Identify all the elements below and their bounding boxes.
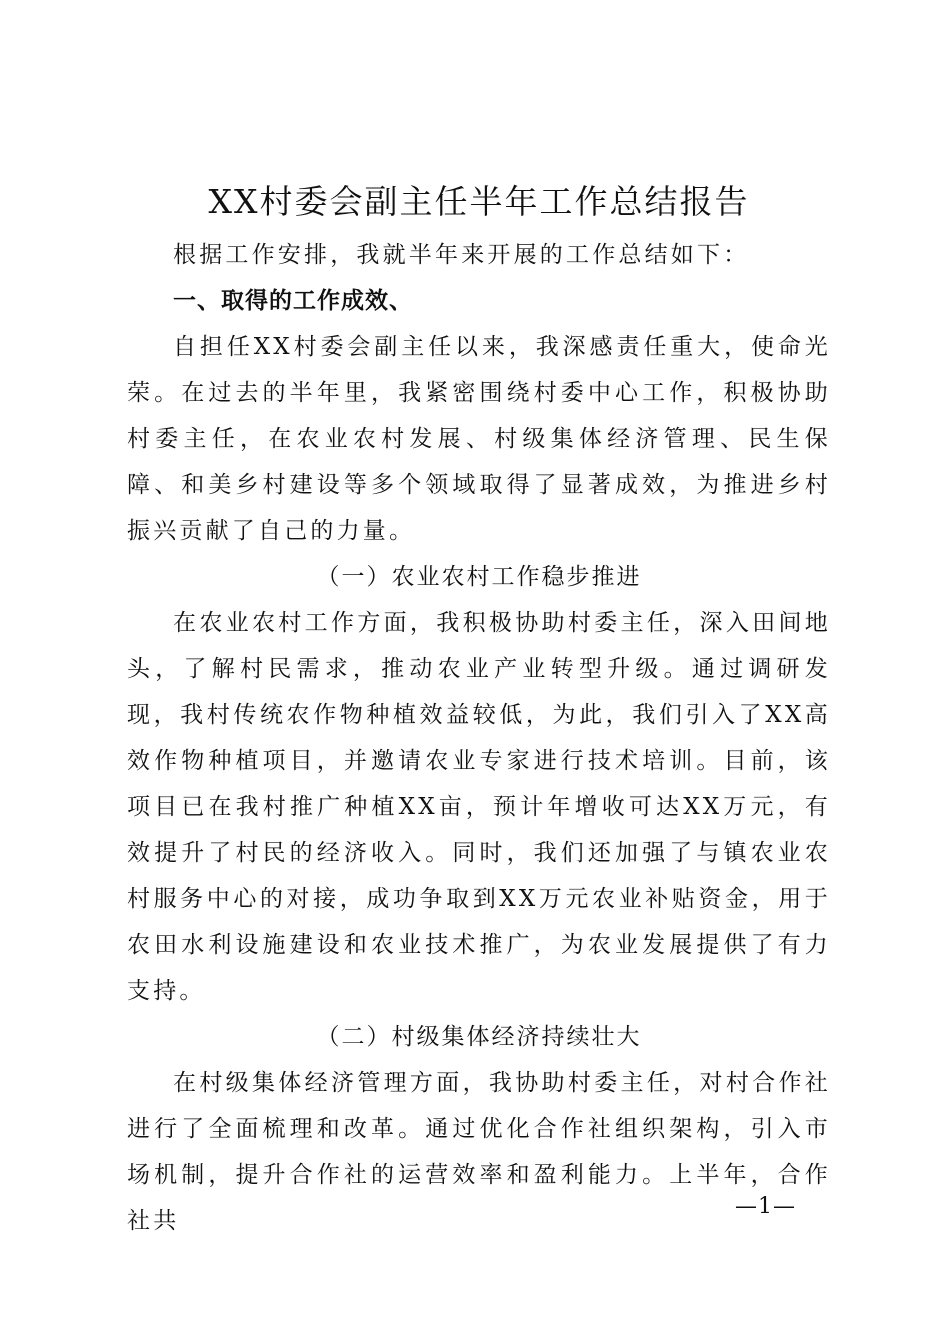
section-heading-achievements: 一、取得的工作成效、 bbox=[173, 288, 413, 314]
subsection-heading-collective-economy: （二）村级集体经济持续壮大 bbox=[316, 1024, 642, 1050]
subsection-paragraph-agriculture: 在农业农村工作方面，我积极协助村委主任，深入田间地头，了解村民需求，推动农业产业转型升级。通过调研发现，我村传统农作物种植效益较低，为此，我们引入了XX高效作物种植项目，并邀请农业专家进行技术培训。目前，该项目已在我村推广种植XX亩，预计年增收可达XX万元，有效提升了村民的经济收入。同时，我们还加强了与镇农业农村服务中心的对接，成功争取到XX万元农业补贴资金，用于农田水利设施建设和农业技术推广，为农业发展提供了有力支持。 bbox=[127, 610, 831, 1004]
subsection-heading-agriculture: （一）农业农村工作稳步推进 bbox=[316, 564, 642, 590]
intro-paragraph: 根据工作安排，我就半年来开展的工作总结如下： bbox=[173, 242, 750, 268]
document-title: XX村委会副主任半年工作总结报告 bbox=[208, 182, 750, 221]
page-number: —1— bbox=[735, 1194, 796, 1219]
subsection-paragraph-collective-economy: 在村级集体经济管理方面，我协助村委主任，对村合作社进行了全面梳理和改革。通过优化合作社组织架构，引入市场机制，提升合作社的运营效率和盈利能力。上半年，合作社共 bbox=[127, 1070, 831, 1234]
section-paragraph-achievements: 自担任XX村委会副主任以来，我深感责任重大，使命光荣。在过去的半年里，我紧密围绕村委中心工作，积极协助村委主任，在农业农村发展、村级集体经济管理、民生保障、和美乡村建设等多个领域取得了显著成效，为推进乡村振兴贡献了自己的力量。 bbox=[127, 334, 831, 544]
document-body bbox=[127, 176, 831, 1244]
